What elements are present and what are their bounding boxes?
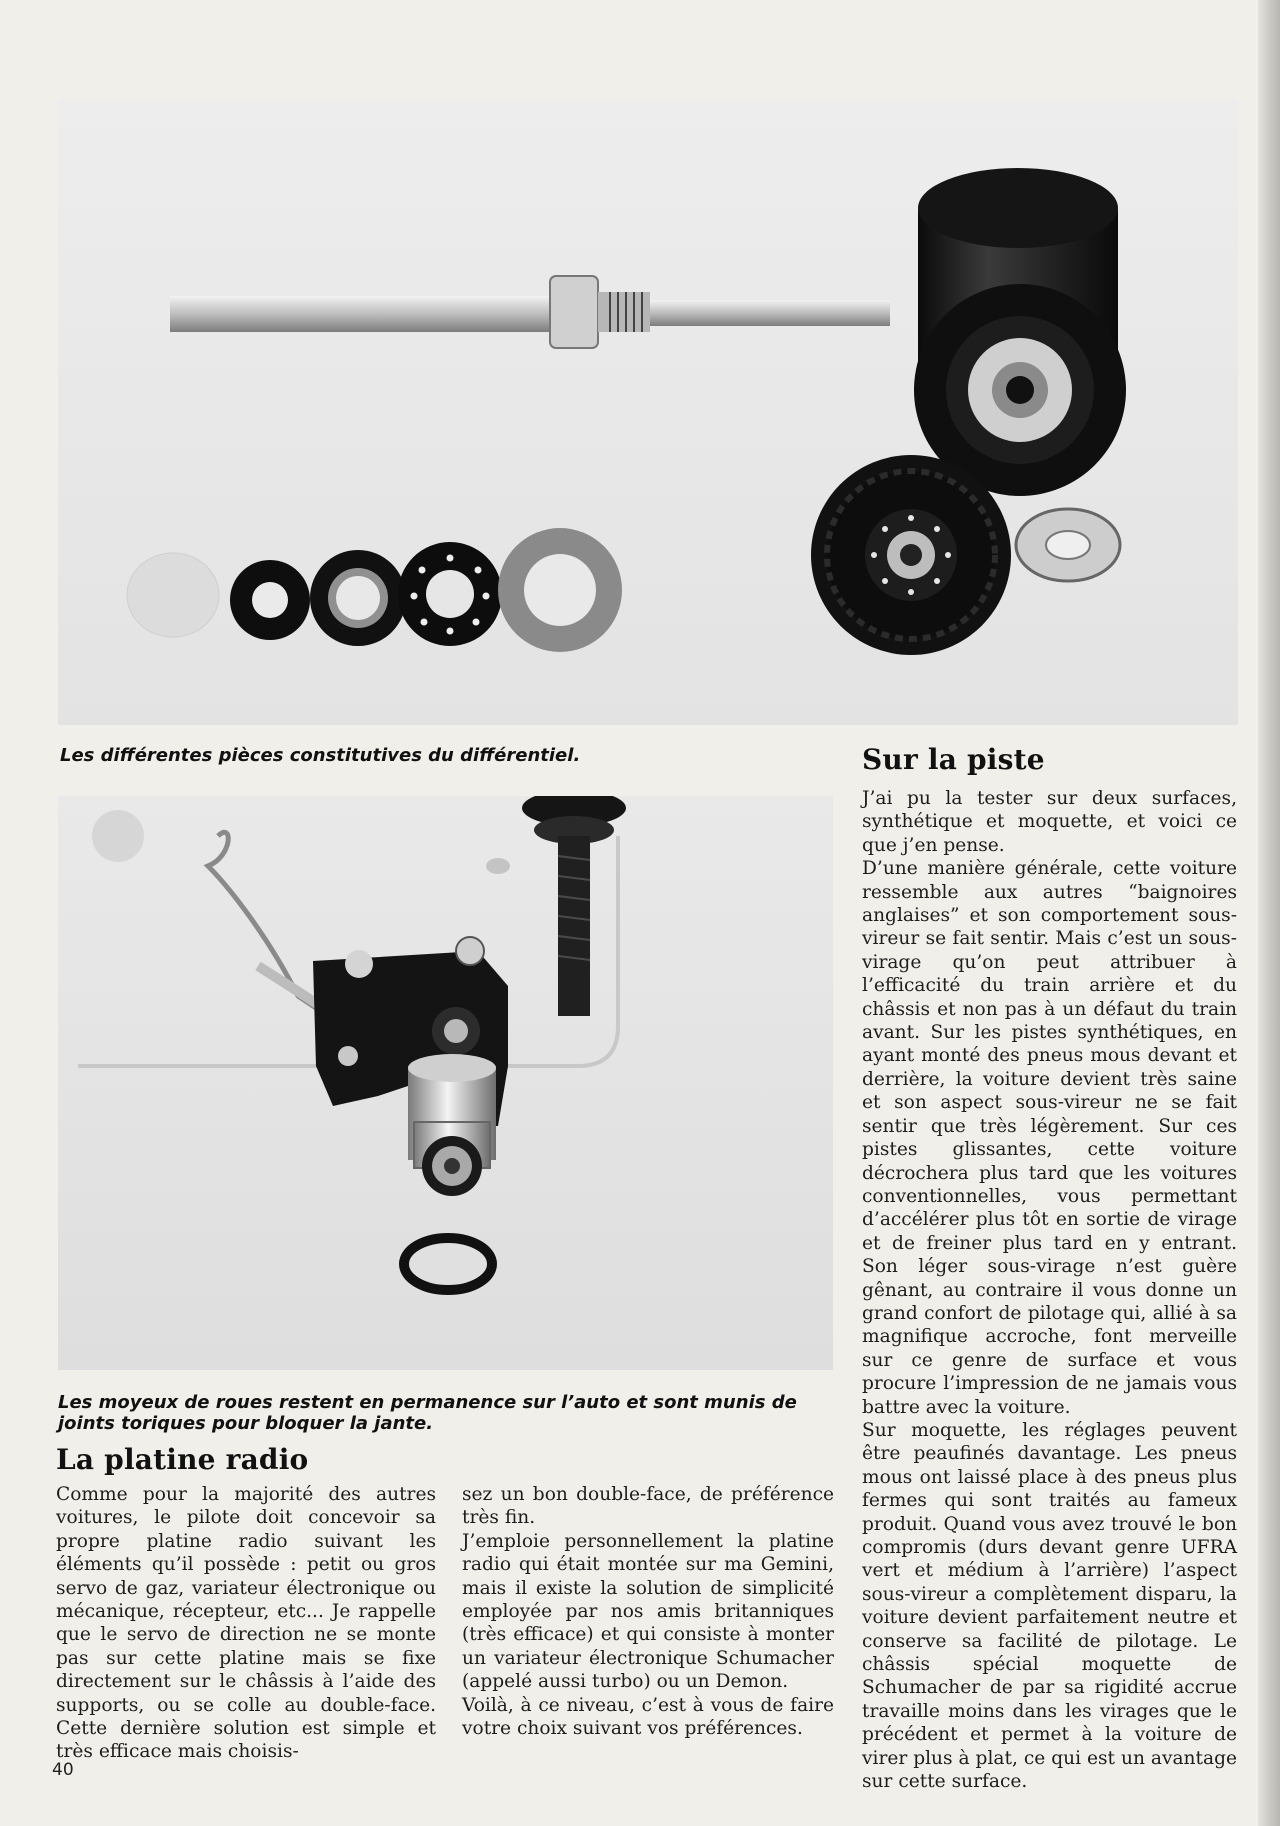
paragraph: Sur moquette, les réglages peuvent être peaufinés davantage. Les pneus mous ont laissé place à des pneus plus fermes qui sont traités au fameux produit. Quand vous avez trouvé le bon compromis (durs devant genre UFRA vert et médium à l’arrière) l’aspect sous-vireur a complètement disparu, la voiture devient parfaitement neutre et conserve sa facilité de pilotage. Le châssis spécial moquette de Schumacher de par sa rigidité accrue travaille moins dans les virages que le précédent et permet à la voiture de virer plus à plat, ce qui est un avantage sur cette surface. — [862, 1419, 1237, 1793]
paragraph: Voilà, à ce niveau, c’est à vous de faire votre choix suivant vos préférences. — [462, 1694, 834, 1740]
paragraph: D’une manière générale, cette voiture ressemble aux autres “baignoires anglaises” et son comportement sous-vireur se fait sentir. Mais c’est un sous-virage qu’on peut attribuer à l’efficacité du train arrière et du châssis et non pas à un défaut du train avant. Sur les pistes synthétiques, en ayant monté des pneus mous devant et derrière, la voiture devient très saine et son aspect sous-vireur ne se fait sentir que très légèrement. Sur ces pistes glissantes, cette voiture décrochera plus tard que les voitures conventionnelles, vous permettant d’accélérer plus tôt en sortie de virage et de freiner plus tard en y entrant. Son léger sous-virage n’est guère gênant, au contraire il vous donne un grand confort de pilotage qui, allié à sa magnifique accroche, font merveille sur ce genre de surface et vous procure l’impression de ne jamais vous battre avec la voiture. — [862, 858, 1237, 1418]
paragraph: J’emploie personnellement la platine radio qui était montée sur ma Gemini, mais il existe la solution de simplicité employée par nos amis britanniques (très efficace) et qui consiste à monter un variateur électronique Schumacher (appelé aussi turbo) ou un Demon. — [462, 1530, 834, 1693]
text-column-left — [56, 1483, 436, 1764]
differential-photo-caption: Les différentes pièces constitutives du différentiel. — [60, 745, 581, 766]
text-column-right — [862, 787, 1237, 1793]
paragraph: J’ai pu la tester sur deux surfaces, synthétique et moquette, et voici ce que j’en pense. — [862, 788, 1237, 856]
section-heading-piste: Sur la piste — [862, 743, 1045, 776]
differential-parts-photo — [58, 100, 1238, 725]
paragraph: sez un bon double-face, de préférence très fin. — [462, 1484, 834, 1529]
section-heading-platine: La platine radio — [56, 1443, 309, 1476]
page-number: 40 — [52, 1760, 74, 1780]
paragraph: Comme pour la majorité des autres voitures, le pilote doit concevoir sa propre platine radio suivant les éléments qu’il possède : petit ou gros servo de gaz, variateur électronique ou mécanique, récepteur, etc... Je rappelle que le servo de direction ne se monte pas sur cette platine mais se fixe directement sur le châssis à l’aide des supports, ou se colle au double-face. Cette dernière solution est simple et très efficace mais choisis- — [56, 1484, 436, 1763]
text-column-middle — [462, 1483, 834, 1740]
page-edge — [1258, 0, 1280, 1826]
wheel-hub-photo-caption: Les moyeux de roues restent en permanence sur l’auto et sont munis de joints toriques pour bloquer la jante. — [58, 1392, 797, 1434]
wheel-hub-photo — [58, 796, 833, 1370]
